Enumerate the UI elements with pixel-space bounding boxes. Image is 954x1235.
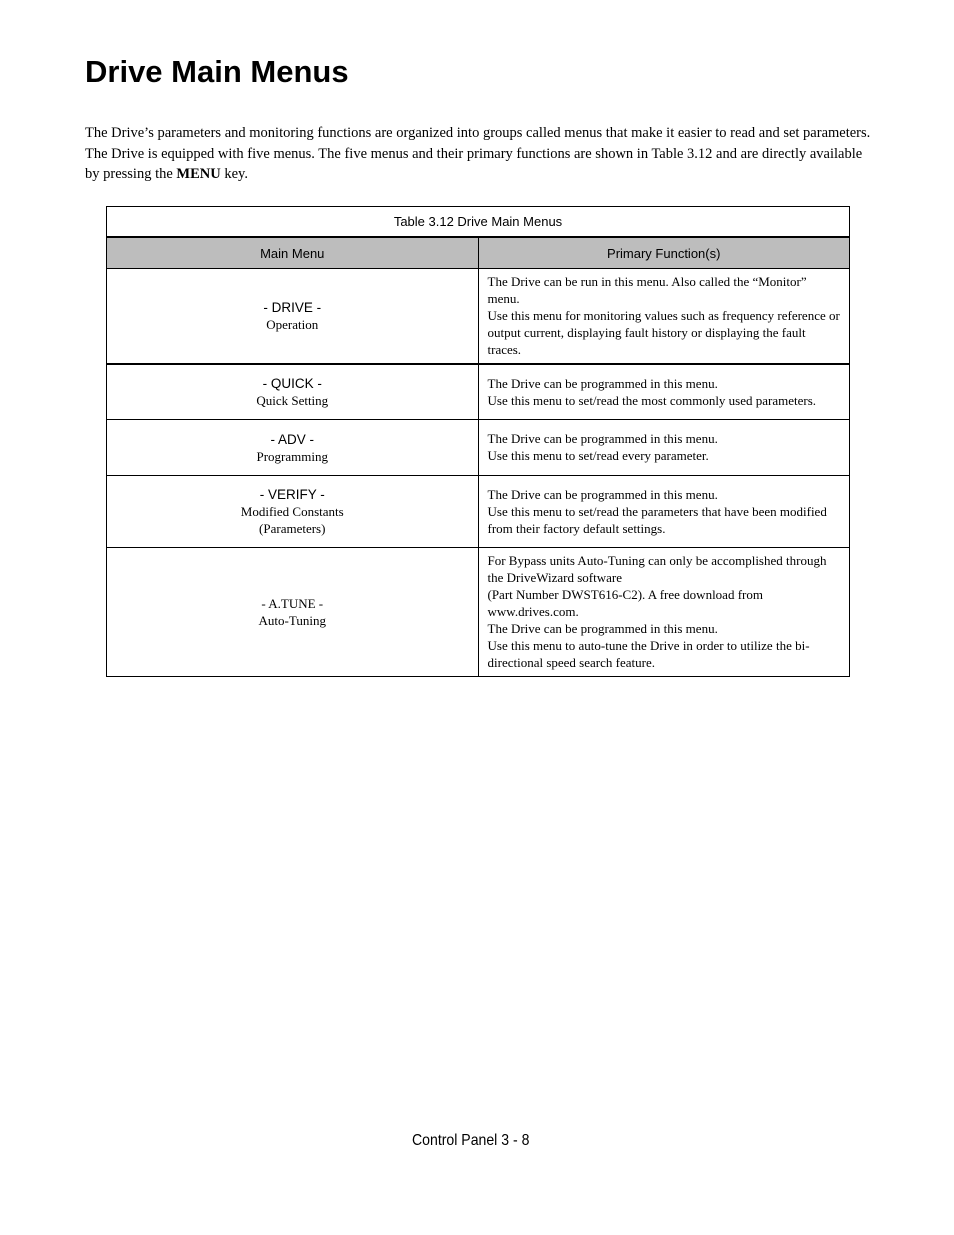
function-line: The Drive can be programmed in this menu. [487, 431, 718, 446]
function-line: The Drive can be programmed in this menu. [487, 375, 718, 391]
menu-description: Operation [266, 317, 319, 332]
function-line: The Drive can be programmed in this menu. [487, 486, 718, 502]
column-header-main-menu: Main Menu [107, 237, 479, 269]
column-header-primary-functions: Primary Function(s) [478, 237, 850, 269]
page-footer: Control Panel 3 - 8 [412, 1132, 530, 1149]
menu-cell-drive [107, 269, 479, 365]
function-cell-atune [478, 548, 850, 677]
function-line: (Part Number DWST616-C2). A free download from www.drives.com. [487, 587, 763, 619]
function-line: Use this menu to auto-tune the Drive in order to utilize the bi-directional speed search feature. [487, 638, 810, 670]
intro-paragraph [85, 123, 875, 185]
page-title: Drive Main Menus [85, 54, 349, 89]
menu-description: Quick Setting [256, 393, 329, 408]
menu-cell-quick [107, 364, 479, 420]
table-caption: Table 3.12 Drive Main Menus [107, 207, 850, 238]
function-cell-verify [478, 476, 850, 548]
function-line: Use this menu to set/read the parameters that have been modified from their factory default settings. [487, 503, 827, 536]
menu-key-label: MENU [176, 166, 221, 182]
menu-description: Auto-Tuning [258, 613, 326, 628]
function-line: Use this menu to set/read the most commonly used parameters. [487, 392, 817, 408]
table-row [107, 364, 850, 420]
intro-text: The Drive’s parameters and monitoring functions are organized into groups called menus that make it easier to read and set parameters. The Drive is equipped with five menus. The five menus and their primary functions are shown in Table 3.12 and are directly available by pressing the [85, 125, 871, 182]
table-row [107, 269, 850, 365]
function-line: Use this menu for monitoring values such as frequency reference or output current, displaying fault history or displaying the fault traces. [487, 308, 840, 357]
function-line: For Bypass units Auto-Tuning can only be accomplished through the DriveWizard software [487, 553, 827, 585]
menu-cell-adv [107, 420, 479, 476]
menu-description: Modified Constants [240, 504, 344, 519]
menu-description: Programming [256, 448, 328, 464]
menu-name: - DRIVE - [263, 300, 322, 315]
menu-name: - A.TUNE - [261, 596, 324, 611]
function-line: Use this menu to set/read every parameter. [487, 448, 709, 463]
function-cell-adv [478, 420, 850, 476]
menu-name: - ADV - [270, 431, 314, 447]
function-cell-quick [478, 364, 850, 420]
function-line: The Drive can be run in this menu. Also called the “Monitor” menu. [487, 274, 807, 306]
intro-text-end: key. [220, 166, 248, 182]
menu-cell-atune [107, 548, 479, 677]
menu-name: - QUICK - [262, 376, 322, 391]
function-cell-drive [478, 269, 850, 365]
menu-cell-verify [107, 476, 479, 548]
table-row [107, 548, 850, 677]
menu-name: - VERIFY - [259, 487, 325, 502]
table-row [107, 476, 850, 548]
table-row [107, 420, 850, 476]
menu-description: (Parameters) [259, 521, 326, 536]
function-line: The Drive can be programmed in this menu. [487, 621, 718, 636]
drive-main-menus-table [106, 206, 850, 677]
